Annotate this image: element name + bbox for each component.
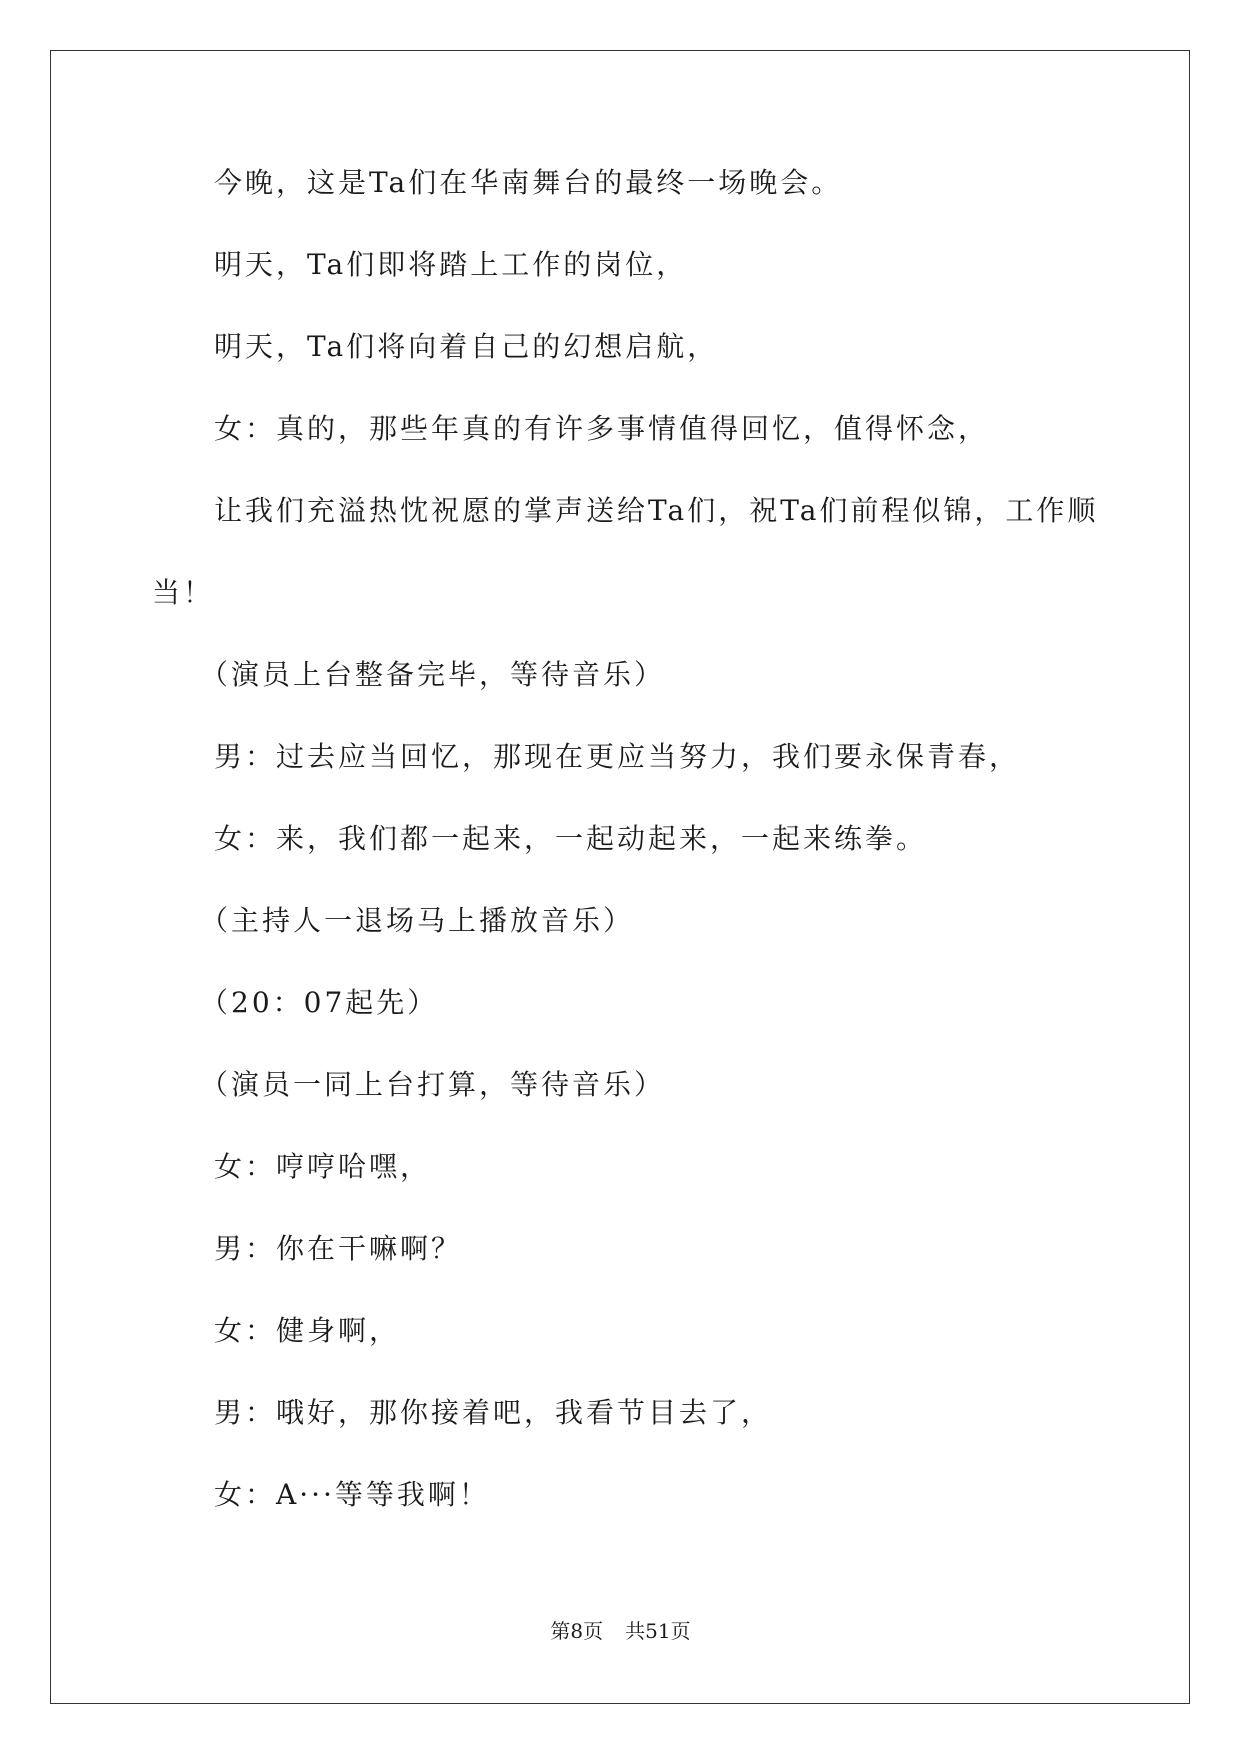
paragraph: （主持人一退场马上播放音乐） xyxy=(200,904,635,937)
paragraph: 女：A···等等我啊！ xyxy=(214,1478,490,1511)
paragraph: （演员一同上台打算，等待音乐） xyxy=(200,1068,666,1101)
paragraph: 女：哼哼哈嘿， xyxy=(214,1150,432,1183)
page-footer xyxy=(0,1618,1241,1644)
paragraph: 女：来，我们都一起来，一起动起来，一起来练拳。 xyxy=(214,822,928,855)
paragraph: 让我们充溢热忱祝愿的掌声送给Ta们，祝Ta们前程似锦，工作顺当！ xyxy=(152,494,1099,609)
paragraph: 明天，Ta们将向着自己的幻想启航， xyxy=(214,330,719,363)
paragraph: （演员上台整备完毕，等待音乐） xyxy=(200,658,666,691)
paragraph: （20：07起先） xyxy=(200,986,439,1019)
paragraph: 今晚，这是Ta们在华南舞台的最终一场晚会。 xyxy=(214,166,843,199)
paragraph: 女：健身啊， xyxy=(214,1314,401,1347)
paragraph: 男：哦好，那你接着吧，我看节目去了， xyxy=(214,1396,773,1429)
paragraph: 女：真的，那些年真的有许多事情值得回忆，值得怀念， xyxy=(214,412,990,445)
paragraph: 明天，Ta们即将踏上工作的岗位， xyxy=(214,248,688,281)
page-number: 第8页 xyxy=(550,1619,604,1643)
page-total: 共51页 xyxy=(625,1619,691,1643)
paragraph: 男：过去应当回忆，那现在更应当努力，我们要永保青春， xyxy=(214,740,1021,773)
document-body xyxy=(152,163,1102,1557)
paragraph: 男：你在干嘛啊？ xyxy=(214,1232,463,1265)
